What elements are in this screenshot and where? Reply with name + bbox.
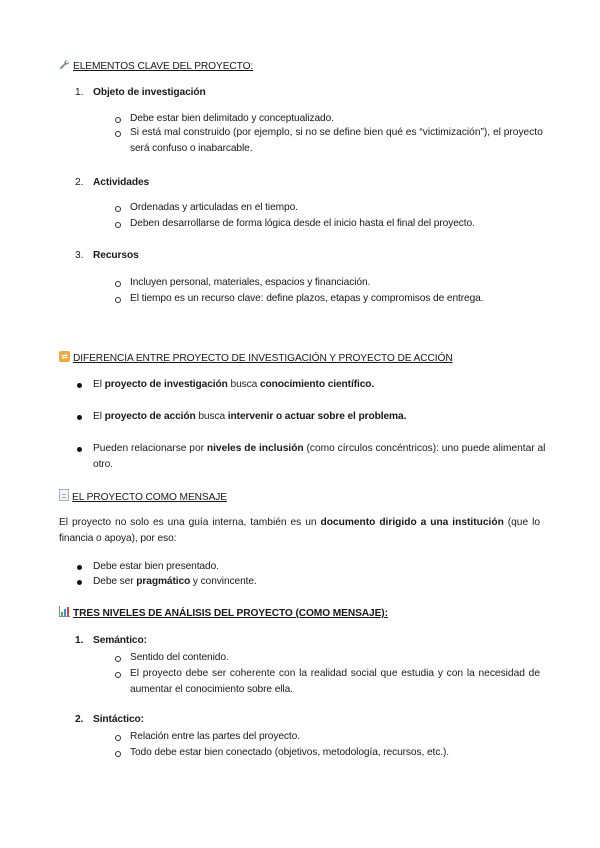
list-item-continuation: será confuso o inabarcable. <box>130 143 253 154</box>
list-item-accion: El proyecto de acción busca intervenir o actuar sobre el problema. <box>93 411 407 422</box>
list-item-relacion: Pueden relacionarse por niveles de inclusión (como círculos concéntricos): uno puede alimentar al <box>93 443 546 454</box>
section-heading-niveles: TRES NIVELES DE ANÁLISIS DEL PROYECTO (COMO MENSAJE): <box>59 606 388 620</box>
list-number: 2. <box>75 714 84 725</box>
item-title-recursos: Recursos <box>93 250 139 261</box>
item-title-sintactico: Sintáctico: <box>93 714 144 725</box>
document-icon <box>59 489 69 501</box>
item-title-actividades: Actividades <box>93 177 150 188</box>
list-item: Incluyen personal, materiales, espacios y financiación. <box>130 277 371 288</box>
list-item: Ordenadas y articuladas en el tiempo. <box>130 202 298 213</box>
bullet-dot <box>77 565 82 570</box>
list-item-investigacion: El proyecto de investigación busca conocimiento científico. <box>93 379 375 390</box>
bullet-circle <box>115 117 121 123</box>
list-item: Relación entre las partes del proyecto. <box>130 731 300 742</box>
bullet-circle <box>115 656 121 662</box>
bullet-circle <box>115 672 121 678</box>
list-item: Sentido del contenido. <box>130 652 229 663</box>
list-item: Debe estar bien presentado. <box>93 561 219 572</box>
list-item: El tiempo es un recurso clave: define plazos, etapas y compromisos de entrega. <box>130 293 484 304</box>
list-item-continuation: otro. <box>93 459 113 470</box>
repeat-icon <box>59 351 70 362</box>
section-heading-mensaje: EL PROYECTO COMO MENSAJE <box>59 489 227 504</box>
bullet-circle <box>115 131 121 137</box>
paragraph-continuation: financia o apoya), por eso: <box>59 533 177 544</box>
bullet-circle <box>115 735 121 741</box>
bullet-dot <box>77 415 82 420</box>
paragraph-mensaje: El proyecto no solo es una guía interna, también es un documento dirigido a una institución (que lo <box>59 517 541 528</box>
bullet-dot <box>77 383 82 388</box>
chart-icon-bar <box>67 607 69 616</box>
bullet-circle <box>115 281 121 287</box>
list-number: 3. <box>75 250 84 261</box>
bullet-dot <box>77 447 82 452</box>
list-item: Todo debe estar bien conectado (objetivos, metodología, recursos, etc.). <box>130 747 449 758</box>
chart-icon-bar <box>61 612 63 616</box>
list-item: Debe ser pragmático y convincente. <box>93 576 257 587</box>
chart-icon-bar <box>64 609 66 616</box>
list-item: El proyecto debe ser coherente con la realidad social que estudia y con la necesidad de <box>130 668 540 679</box>
list-item: Debe estar bien delimitado y conceptualizado. <box>130 113 334 124</box>
list-item: Si está mal construido (por ejemplo, si no se define bien qué es “victimización”), el proyecto <box>130 127 543 138</box>
bullet-dot <box>77 580 82 585</box>
bar-chart-icon <box>59 606 70 617</box>
bullet-circle <box>115 206 121 212</box>
section-heading-elementos: ELEMENTOS CLAVE DEL PROYECTO: <box>59 59 253 73</box>
list-number: 2. <box>75 177 84 188</box>
item-title-objeto: Objeto de investigación <box>93 87 206 98</box>
list-number: 1. <box>75 635 84 646</box>
list-item: Deben desarrollarse de forma lógica desde el inicio hasta el final del proyecto. <box>130 218 475 229</box>
bullet-circle <box>115 222 121 228</box>
list-item-continuation: aumentar el conocimiento sobre ella. <box>130 684 293 695</box>
section-heading-diferencia: DIFERENCIA ENTRE PROYECTO DE INVESTIGACIÓN Y PROYECTO DE ACCIÓN <box>59 351 453 365</box>
item-title-semantico: Semántico: <box>93 635 147 646</box>
wrench-icon <box>59 59 70 70</box>
list-number: 1. <box>75 87 84 98</box>
bullet-circle <box>115 297 121 303</box>
bullet-circle <box>115 751 121 757</box>
